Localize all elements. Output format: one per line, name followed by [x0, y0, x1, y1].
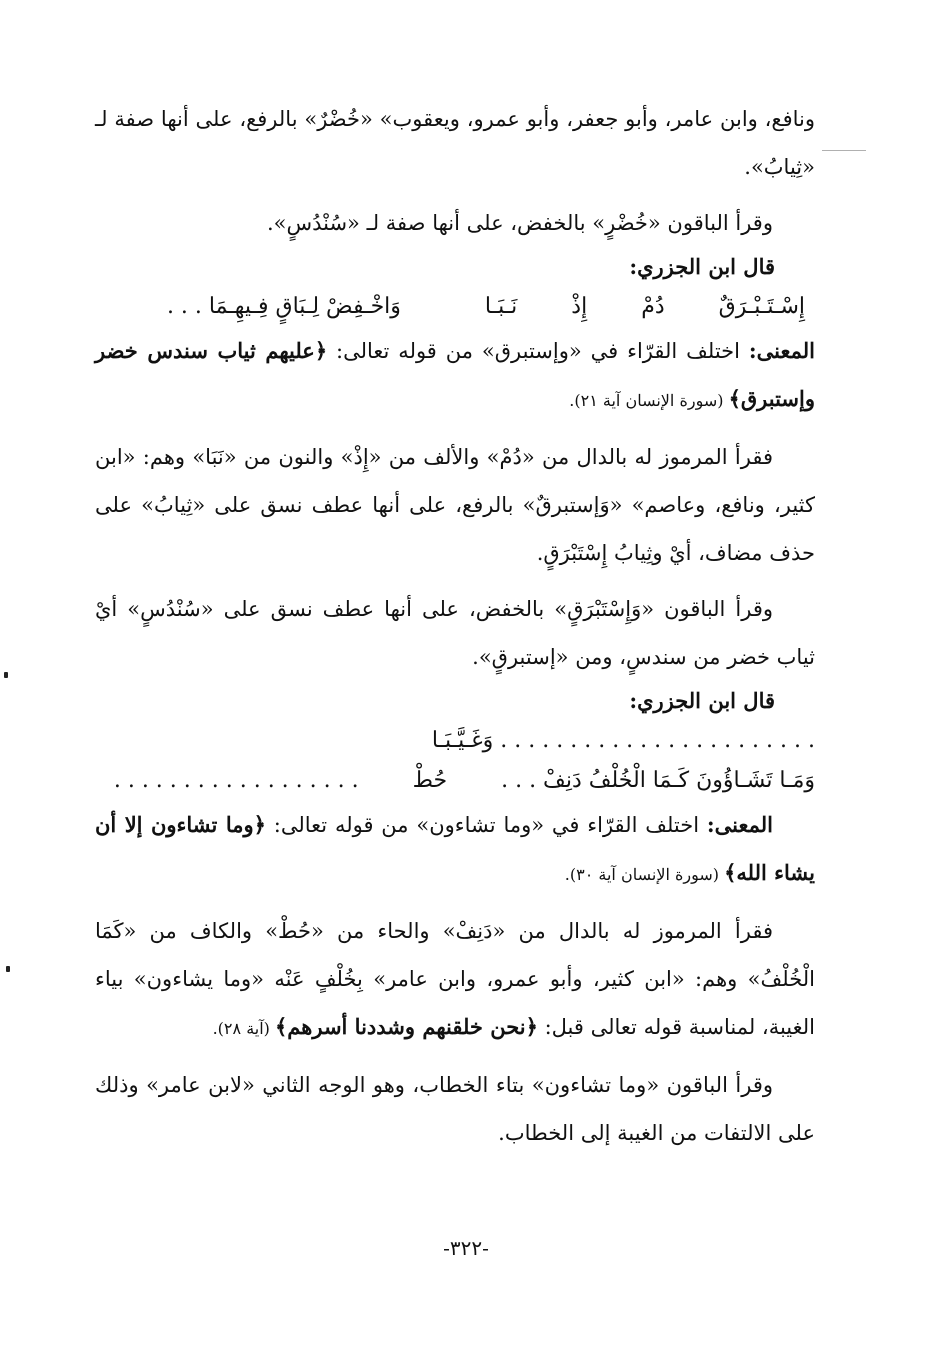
- margin-rule: [822, 150, 866, 151]
- section-heading: قال ابن الجزري:: [629, 688, 775, 713]
- verse-word: إِذْ: [571, 294, 588, 319]
- verse-word: دُمْ: [641, 294, 665, 319]
- meaning-paragraph: [95, 327, 815, 425]
- meaning-label: المعنى:: [748, 338, 815, 363]
- quran-quote: ﴿نحن خلقنهم وشددنا أسرهم﴾: [275, 1014, 538, 1039]
- paragraph-remaining-readers: وقرأ الباقون «وَإِسْتَبْرَقٍ» بالخفض، على أنها عطف نسق على «سُنْدُسٍ» أيْ ثياب خضر من سندسٍ، ومن «إستبرقٍ».: [95, 597, 815, 669]
- quran-quote: ﴿عليهم ثياب سندس خضر وإستبرق﴾: [95, 338, 815, 411]
- verse-word: وَاخْـفِضْ لِـبَاقٍ فِـيهِـمَا . . .: [166, 294, 401, 319]
- paragraph-readers: فقرأ المرموز له بالدال من «دُمْ» والألف من «إِذْ» والنون من «نَبَا» وهم: «ابن كثير، ونافع، وعاصم» «وَإستبرقٌ» بالرفع، على أنها عطف نسق على «ثِيابُ» على حذف مضاف، أيْ وثِيابُ إِسْتَبْرَقٍ.: [95, 445, 815, 565]
- verse-line: [95, 287, 815, 327]
- paragraph-readers: [95, 907, 815, 1053]
- verse-word: نَـبَـا: [484, 294, 518, 319]
- meaning-text: اختلف القرّاء في «وما تشاءون» من قوله تعالى:: [265, 813, 707, 837]
- verse-word: حُطْ: [412, 768, 448, 793]
- quran-quote: ﴿وما تشاءون إلا أن يشاء الله﴾: [95, 812, 815, 885]
- meaning-text: اختلف القرّاء في «وإستبرق» من قوله تعالى:: [327, 339, 749, 363]
- meaning-label: المعنى:: [706, 812, 773, 837]
- quran-reference: (آية ٢٨).: [212, 1019, 275, 1038]
- page-number: -٣٢٢-: [443, 1236, 489, 1260]
- section-heading: قال ابن الجزري:: [629, 254, 775, 279]
- verse-line: [95, 721, 815, 761]
- quran-reference: (سورة الإنسان آية ٣٠).: [564, 865, 725, 884]
- scan-mark: [4, 672, 8, 678]
- readers-text: فقرأ المرموز له بالدال من «دَنِفْ» والحاء من «حُطْ» والكاف من «كَمَا الْخُلْفُ» وهم: «ابن كثير، وأبو عمرو، وابن عامر» بِخُلْفٍ عَنْه «وما يشاءون» بياء الغيبة، لمناسبة قوله تعالى قبل:: [95, 919, 815, 1039]
- scan-mark: [6, 966, 10, 972]
- quran-reference: (سورة الإنسان آية ٢١).: [569, 391, 729, 410]
- paragraph-remaining-readers: وقرأ الباقون «خُضْرٍ» بالخفض، على أنها صفة لـ «سُنْدُسٍ».: [266, 211, 773, 235]
- verse-word: وَمَـا تَشَـاؤُونَ كَـمَا الْخُلْفُ دَنِفْ . . .: [501, 768, 815, 793]
- page-body: [95, 95, 815, 1157]
- verse-text: . . . . . . . . . . . . . . . . . . . . . . . وَغَـيَّـبَـا: [431, 728, 815, 753]
- verse-dots: . . . . . . . . . . . . . . . . . .: [113, 768, 359, 793]
- meaning-paragraph: [95, 801, 815, 899]
- verse-word: إِسْـتَـبْـرَقٌ: [718, 294, 805, 319]
- paragraph-continuation: ونافع، وابن عامر، وأبو جعفر، وأبو عمرو، ويعقوب» «خُضْرٌ» بالرفع، على أنها صفة لـ «ثِيابُ».: [95, 107, 815, 179]
- paragraph-remaining-readers: وقرأ الباقون «وما تشاءون» بتاء الخطاب، وهو الوجه الثاني «لابن عامر» وذلك على الالتفات من الغيبة إلى الخطاب.: [95, 1073, 815, 1145]
- verse-line: [95, 761, 815, 801]
